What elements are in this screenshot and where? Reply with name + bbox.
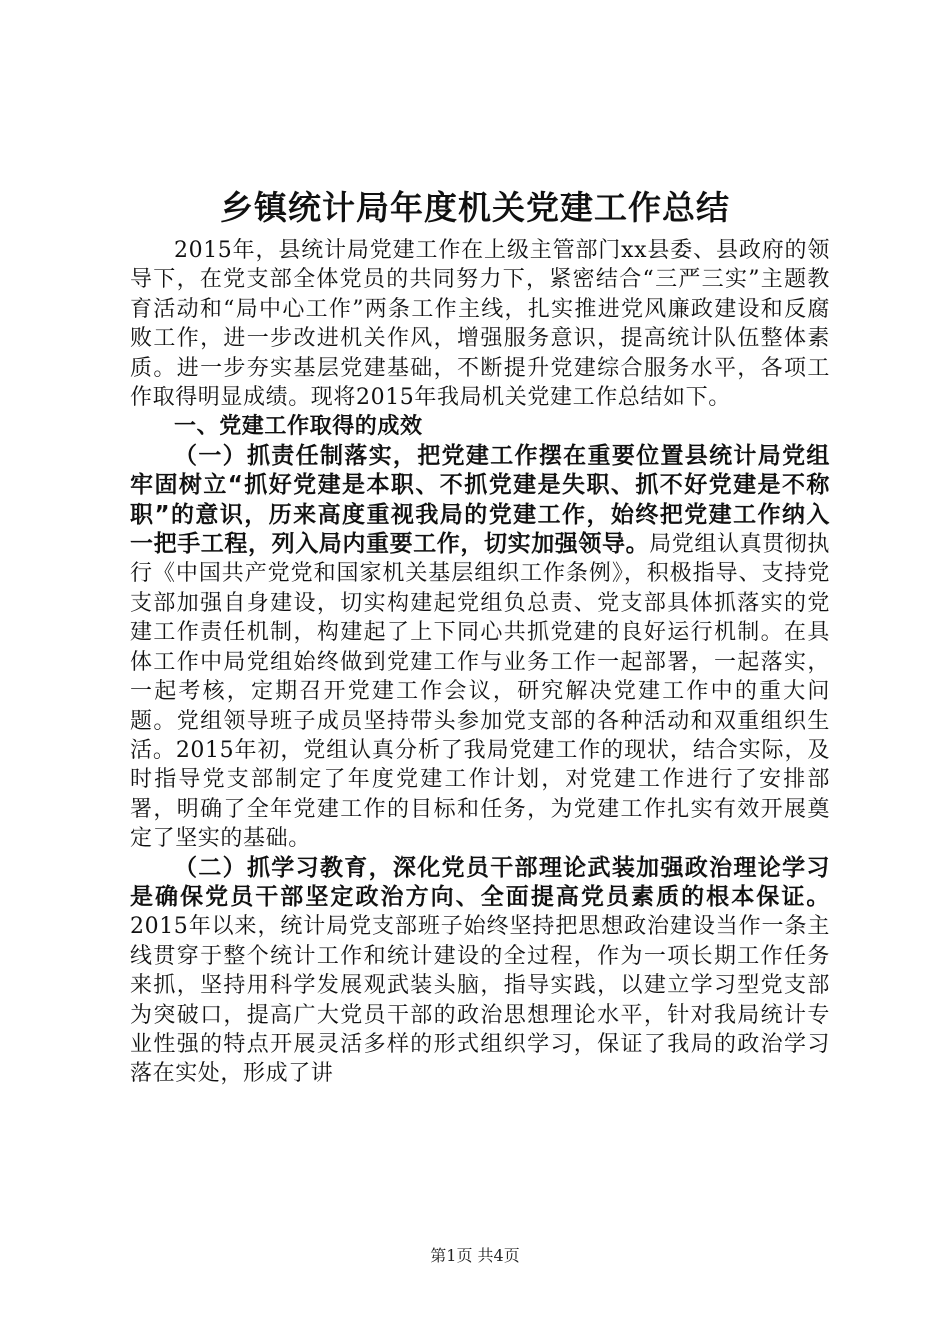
subsection-1-body: 局党组认真贯彻执行《中国共产党党和国家机关基层组织工作条例》，积极指导、支持党支部加强自身建设，切实构建起党组负总责、党支部具体抓落实的党建工作责任机制，构建起了上下同心共抓党建的良好运行机制。在具体工作中局党组始终做到党建工作与业务工作一起部署，一起落实，一起考核，定期召开党建工作会议，研究解决党建工作中的重大问题。党组领导班子成员坚持带头参加党支部的各种活动和双重组织生活。2015年初，党组认真分析了我局党建工作的现状，结合实际，及时指导党支部制定了年度党建工作计划，对党建工作进行了安排部署，明确了全年党建工作的目标和任务，为党建工作扎实有效开展奠定了坚实的基础。 <box>130 532 831 852</box>
intro-paragraph: 2015年，县统计局党建工作在上级主管部门xx县委、县政府的领导下，在党支部全体党员的共同努力下，紧密结合“三严三实”主题教育活动和“局中心工作”两条工作主线，扎实推进党风廉政建设和反腐败工作，进一步改进机关作风，增强服务意识，提高统计队伍整体素质。进一步夯实基层党建基础，不断提升党建综合服务水平，各项工作取得明显成绩。现将2015年我局机关党建工作总结如下。 <box>130 238 830 411</box>
subsection-2-lead: （二）抓学习教育，深化党员干部理论武装加强政治理论学习是确保党员干部坚定政治方向、全面提高党员素质的根本保证。 <box>130 854 830 910</box>
subsection-2-body: 2015年以来，统计局党支部班子始终坚持把思想政治建设当作一条主线贯穿于整个统计工作和统计建设的全过程，作为一项长期工作任务来抓，坚持用科学发展观武装头脑，指导实践，以建立学习型党支部为突破口，提高广大党员干部的政治思想理论水平，针对我局统计专业性强的特点开展灵活多样的形式组织学习，保证了我局的政治学习落在实处，形成了讲 <box>130 914 830 1087</box>
subsection-1-paragraph <box>130 442 830 854</box>
subsection-1-lead: （一）抓责任制落实，把党建工作摆在重要位置县统计局党组牢固树立“抓好党建是本职、不抓党建是失职、抓不好党建是不称职”的意识，历来高度重视我局的党建工作，始终把党建工作纳入一把手工程，列入局内重要工作，切实加强领导。 <box>130 442 830 558</box>
section-heading: 一、党建工作取得的成效 <box>174 414 423 440</box>
subsection-2-paragraph <box>130 854 830 1089</box>
page-number-footer: 第1页 共4页 <box>430 1246 520 1265</box>
document-title: 乡镇统计局年度机关党建工作总结 <box>220 188 730 227</box>
document-body <box>130 236 830 1089</box>
